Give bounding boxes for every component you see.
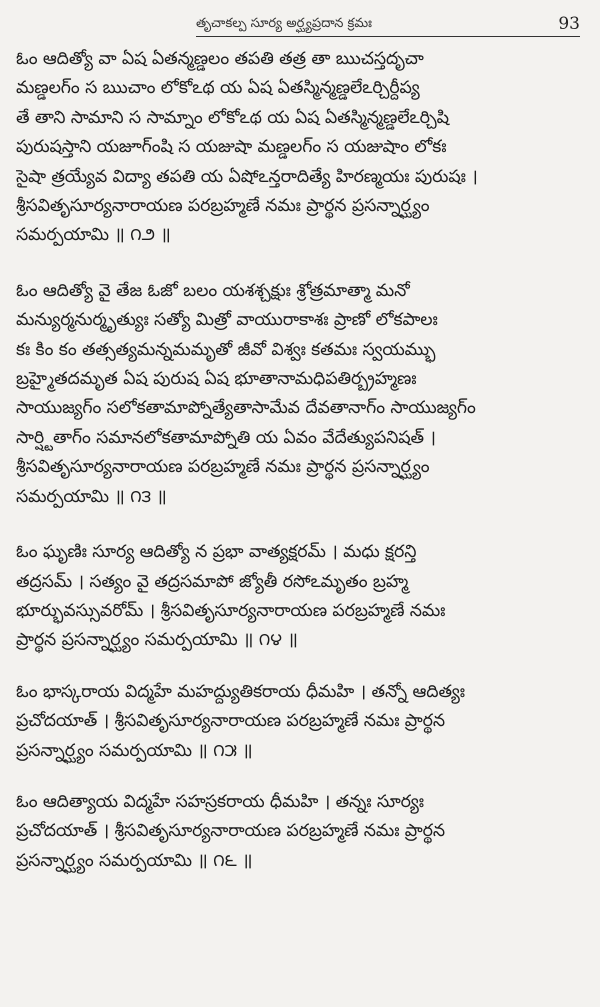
- verse-16: [16, 788, 574, 876]
- verse-15: [16, 678, 574, 766]
- verse-line: సమర్పయామి ॥ ౧౨ ॥: [16, 225, 171, 246]
- verse-line: ఓం ఆదిత్యో వా ఏష ఏతన్మణ్డలం తపతి తత్ర తా ఋచస్తదృచా: [16, 49, 424, 69]
- verse-line: సాయుజ్యగ్ం సలోకతామాప్నోత్యేతాసామేవ దేవతానాగ్ం సాయుజ్యగ్ం: [16, 398, 476, 419]
- verse-line: ఓం ఆదిత్యో వై తేజ ఓజో బలం యశశ్చక్షుః శ్రోత్రమాత్మా మనో: [16, 280, 410, 301]
- verse-line: సైషా త్రయ్యేవ విద్యా తపతి య ఏషోఽన్తరాదిత్యే హిరణ్మయః పురుషః ।: [16, 166, 478, 187]
- verse-14: [16, 538, 574, 656]
- verse-line: సార్ష్టితాగ్ం సమానలోకతామాప్నోతి య ఏవం వేదేత్యుపనిషత్ ।: [16, 427, 436, 448]
- verse-line: బ్రహ్మైతదమృత ఏష పురుష ఏష భూతానామధిపతిర్బ్రహ్మణః: [16, 369, 417, 390]
- verse-12: [16, 45, 574, 251]
- verse-line: ప్రసన్నార్ఘ్యం సమర్పయామి ॥ ౧౫ ॥: [16, 740, 253, 761]
- verse-line: ఓం ఘృణిః సూర్య ఆదిత్యో న ప్రభా వాత్యక్షరమ్ । మధు క్షరన్తి: [16, 542, 417, 563]
- running-title: తృచాకల్ప సూర్య అర్ఘ్యప్రదాన క్రమః: [196, 16, 372, 31]
- verse-line: సమర్పయామి ॥ ౧౩ ॥: [16, 486, 167, 507]
- verse-line: ప్రచోదయాత్ । శ్రీసవితృసూర్యనారాయణ పరబ్రహ్మణే నమః ప్రార్థన: [16, 711, 445, 732]
- verse-line: ప్రసన్నార్ఘ్యం సమర్పయామి ॥ ౧౬ ॥: [16, 850, 253, 871]
- running-header: [196, 8, 580, 37]
- verse-line: తద్రసమ్ । సత్యం వై తద్రసమాపో జ్యోతీ రసోఽమృతం బ్రహ్మ: [16, 571, 409, 592]
- page-number: 93: [558, 14, 580, 34]
- verse-13: [16, 277, 574, 512]
- verse-line: ఓం ఆదిత్యాయ విద్మహే సహస్రకరాయ ధీమహి । తన్నః సూర్యః: [16, 791, 424, 812]
- verse-line: తే తాని సామాని స సామ్నాం లోకోఽథ య ఏష ఏతస్మిన్మణ్డలేఽర్చిషి: [16, 107, 449, 128]
- verse-line: శ్రీసవితృసూర్యనారాయణ పరబ్రహ్మణే నమః ప్రార్థన ప్రసన్నార్ఘ్యం: [16, 196, 430, 217]
- verse-line: ప్రార్థన ప్రసన్నార్ఘ్యం సమర్పయామి ॥ ౧౪ ॥: [16, 630, 298, 651]
- verse-line: శ్రీసవితృసూర్యనారాయణ పరబ్రహ్మణే నమః ప్రార్థన ప్రసన్నార్ఘ్యం: [16, 457, 430, 478]
- verse-line: పురుషస్తాని యజూగ్ంషి స యజుషా మణ్డలగ్ం స యజుషాం లోకః: [16, 137, 447, 158]
- verse-line: మన్యుర్మనుర్మృత్యుః సత్యో మిత్రో వాయురాకాశః ప్రాణో లోకపాలః: [16, 310, 438, 331]
- page-content: [16, 45, 574, 876]
- verse-line: భూర్భువస్సువరోమ్ । శ్రీసవితృసూర్యనారాయణ పరబ్రహ్మణే నమః: [16, 600, 446, 621]
- verse-line: కః కిం కం తత్సత్యమన్నమమృతో జీవో విశ్వః కతమః స్వయమ్భు: [16, 339, 436, 360]
- verse-line: ఓం భాస్కరాయ విద్మహే మహద్ద్యుతికరాయ ధీమహి । తన్నో ఆదిత్యః: [16, 681, 465, 702]
- verse-line: ప్రచోదయాత్ । శ్రీసవితృసూర్యనారాయణ పరబ్రహ్మణే నమః ప్రార్థన: [16, 821, 445, 842]
- verse-line: మణ్డలగ్ం స ఋచాం లోకోఽథ య ఏష ఏతస్మిన్మణ్డలేఽర్చిర్దీప్య: [16, 78, 420, 99]
